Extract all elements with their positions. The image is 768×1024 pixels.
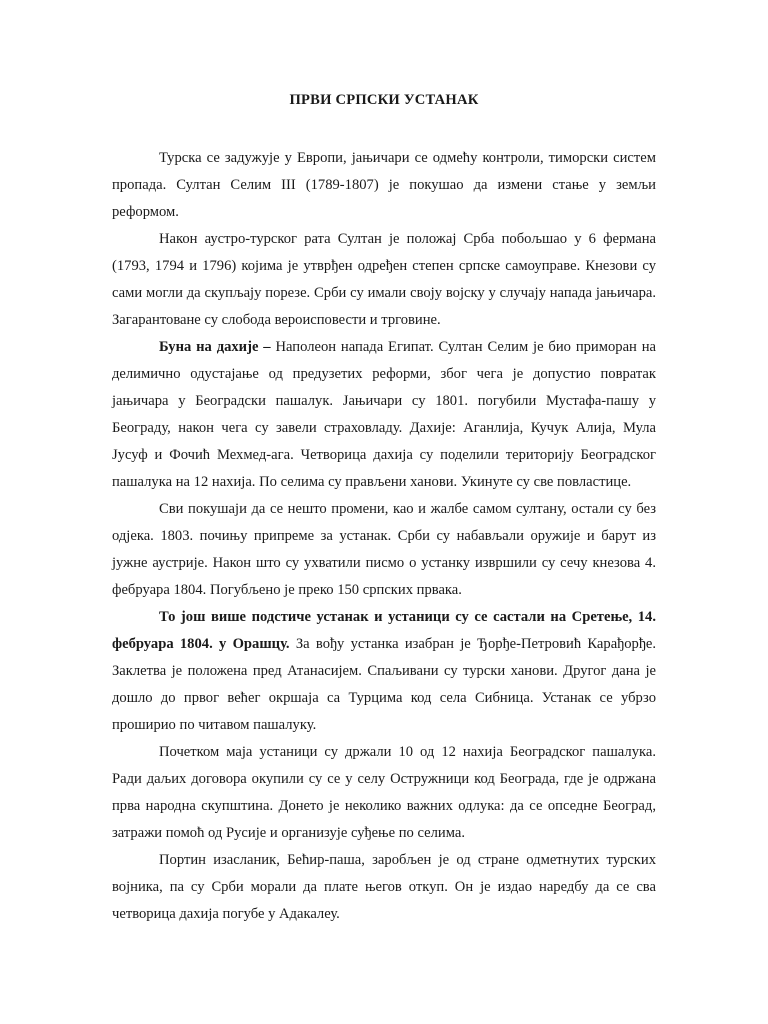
paragraph-text: За вођу устанка изабран је Ђорђе-Петровић Карађорђе. Заклетва је положена пред Атанасијем. Спаљивани су турски ханови. Другог дана је дошло до првог већег окршаја са Турцима код села Сибница. Устанак се убрзо проширио по читавом пашалуку. xyxy=(112,636,657,733)
paragraph xyxy=(112,334,656,496)
paragraph-text: Наполеон напада Египат. Султан Селим је био приморан на делимично одустајање од предузетих реформи, због чега је допустио повратак јањичара у Београдски пашалук. Јањичари су 1801. погубили Мустафа-пашу у Београду, након чега су завели страховладу. Дахије: Аганлија, Кучук Алија, Мула Јусуф и Фочић Мехмед-ага. Четворица дахија су поделили територију Београдског пашалука на 12 нахија. По селима су прављени ханови. Укинуте су све повластице. xyxy=(112,339,656,490)
paragraph xyxy=(112,739,656,847)
paragraph-bold-lead: Буна на дахије – xyxy=(159,339,271,355)
paragraph xyxy=(112,496,656,604)
paragraph-text: Након аустро-турског рата Султан је положај Срба побољшао у 6 фермана (1793, 1794 и 1796) којима је утврђен одређен степен српске самоуправе. Кнезови су сами могли да скупљају порезе. Срби су имали своју војску у случају напада јањичара. Загарантоване су слобода вероисповести и трговине. xyxy=(112,231,656,328)
paragraph-text: Портин изасланик, Бећир-паша, заробљен је од стране одметнутих турских војника, па су Срби морали да плате његов откуп. Он је издао наредбу да се сва четворица дахија погубе у Адакалеу. xyxy=(112,852,656,922)
paragraph-text: Почетком маја устаници су држали 10 од 12 нахија Београдског пашалука. Ради даљих договора окупили су се у селу Остружници код Београда, где је одржана прва народна скупштина. Донето је неколико важних одлука: да се опседне Београд, затражи помоћ од Русије и организује суђење по селима. xyxy=(112,744,656,841)
paragraph xyxy=(112,145,656,226)
document-title: ПРВИ СРПСКИ УСТАНАК xyxy=(289,92,479,108)
paragraph xyxy=(112,604,656,739)
document-body xyxy=(112,145,656,928)
paragraph xyxy=(112,226,656,334)
paragraph-text: Сви покушаји да се нешто промени, као и жалбе самом султану, остали су без одјека. 1803. почињу припреме за устанак. Срби су набављали оружије и барут из јужне аустрије. Након што су ухватили писмо о устанку извршили су сечу кнезова 4. фебруара 1804. Погубљено је преко 150 српских првака. xyxy=(112,501,656,598)
paragraph xyxy=(112,847,656,928)
paragraph-text: Турска се задужује у Европи, јањичари се одмећу контроли, тиморски систем пропада. Султан Селим III (1789-1807) је покушао да измени стање у земљи реформом. xyxy=(112,150,656,220)
paragraph-bold-lead: То још више подстиче устанак и устаници су се састали на Сретење, 14. фебруара 1804. у Орашцу. xyxy=(112,609,656,652)
